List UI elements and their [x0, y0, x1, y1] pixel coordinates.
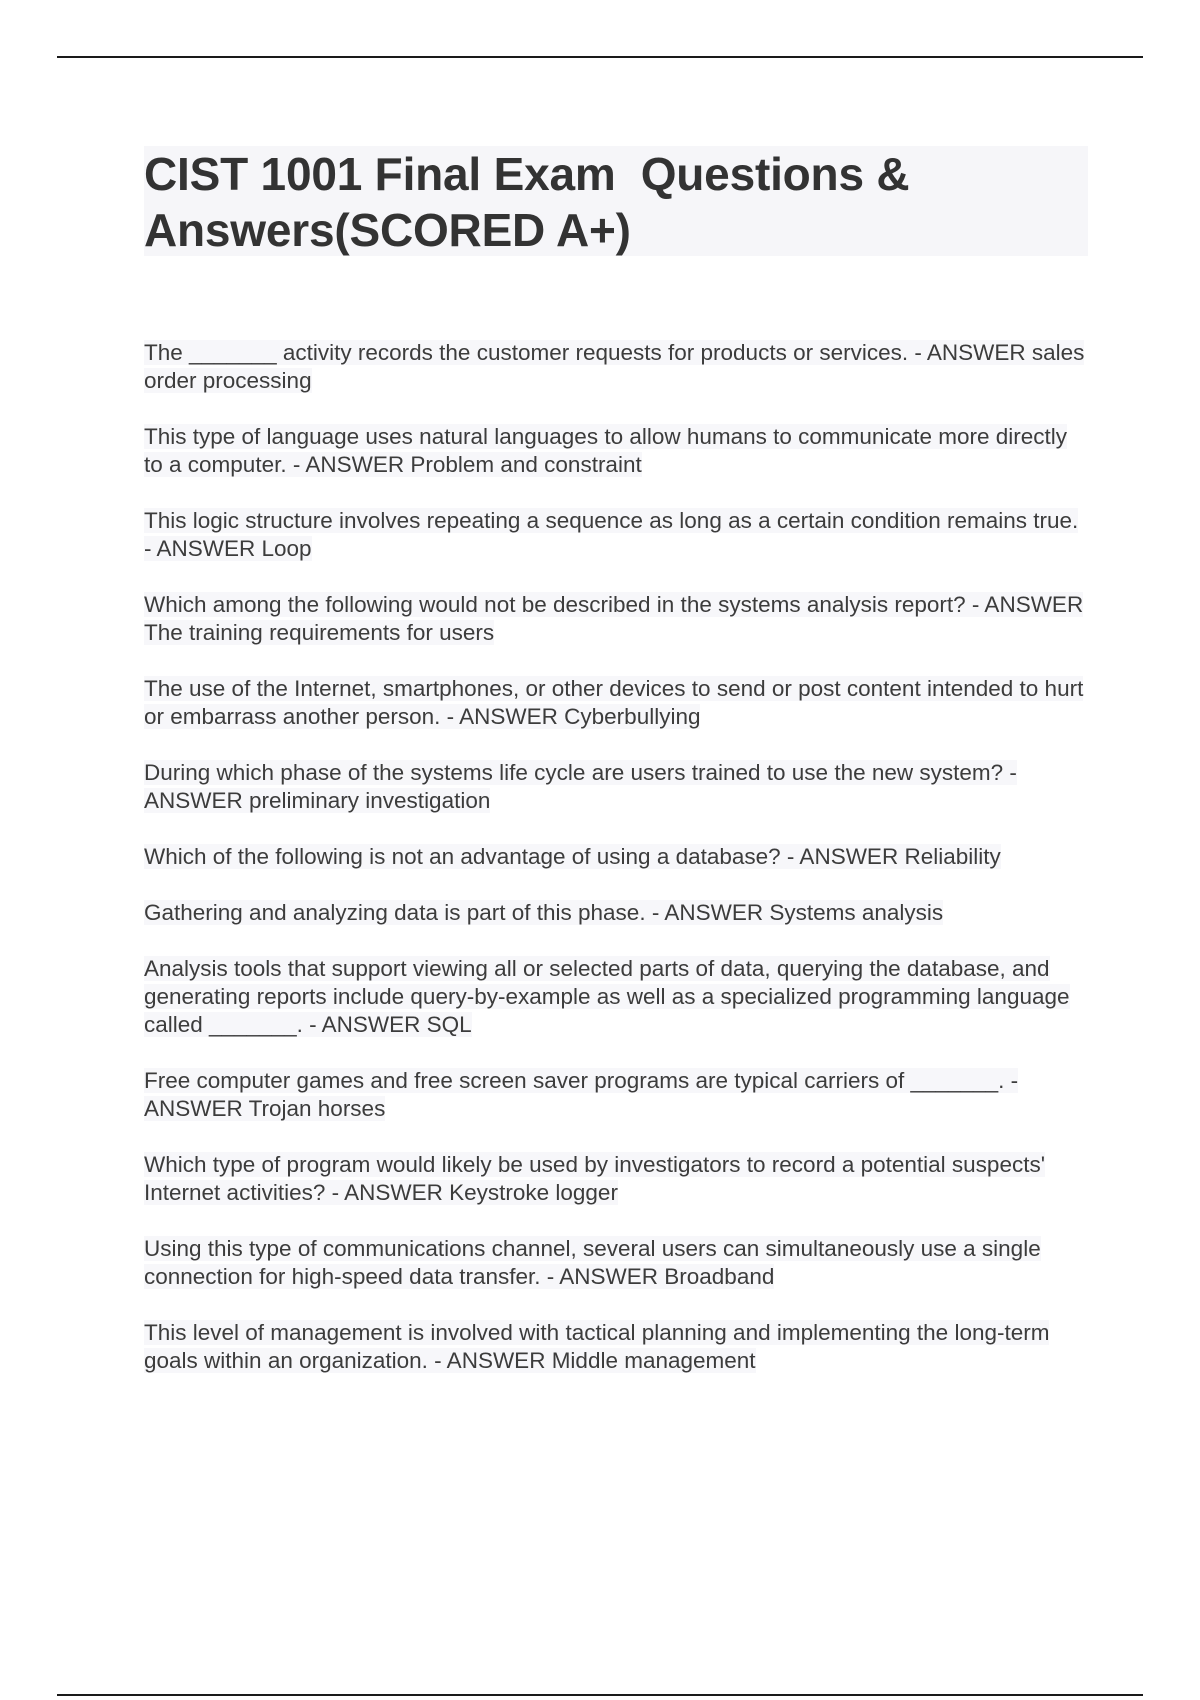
title-block — [144, 146, 1088, 256]
bottom-rule — [57, 1694, 1143, 1696]
qa-item — [144, 899, 1088, 927]
qa-item — [144, 1067, 1088, 1123]
qa-text: This type of language uses natural languages to allow humans to communicate more directly to a computer. - ANSWER Problem and constraint — [144, 424, 1068, 477]
qa-list — [144, 339, 1088, 1403]
qa-item — [144, 423, 1088, 479]
qa-item — [144, 1319, 1088, 1375]
top-rule — [57, 56, 1143, 58]
qa-text: During which phase of the systems life cycle are users trained to use the new system? - ANSWER preliminary investigation — [144, 760, 1017, 813]
qa-text: Which of the following is not an advantage of using a database? - ANSWER Reliability — [144, 844, 1001, 869]
qa-item — [144, 591, 1088, 647]
qa-item — [144, 843, 1088, 871]
qa-text: Analysis tools that support viewing all or selected parts of data, querying the database, and generating reports include query-by-example as well as a specialized programming language called _______. - ANSWER SQL — [144, 956, 1070, 1037]
qa-text: Which type of program would likely be used by investigators to record a potential suspects' Internet activities? - ANSWER Keystroke logger — [144, 1152, 1045, 1205]
qa-item — [144, 507, 1088, 563]
qa-item — [144, 1151, 1088, 1207]
qa-text: Using this type of communications channel, several users can simultaneously use a single connection for high-speed data transfer. - ANSWER Broadband — [144, 1236, 1041, 1289]
qa-item — [144, 339, 1088, 395]
qa-text: The _______ activity records the customer requests for products or services. - ANSWER sales order processing — [144, 340, 1085, 393]
qa-item — [144, 1235, 1088, 1291]
qa-text: Which among the following would not be described in the systems analysis report? - ANSWER The training requirements for users — [144, 592, 1084, 645]
document-title: CIST 1001 Final Exam Questions & Answers(SCORED A+) — [144, 148, 921, 256]
qa-item — [144, 675, 1088, 731]
qa-item — [144, 955, 1088, 1039]
qa-text: This logic structure involves repeating a sequence as long as a certain condition remains true. - ANSWER Loop — [144, 508, 1079, 561]
qa-text: Free computer games and free screen saver programs are typical carriers of _______. - ANSWER Trojan horses — [144, 1068, 1019, 1121]
qa-item — [144, 759, 1088, 815]
qa-text: Gathering and analyzing data is part of this phase. - ANSWER Systems analysis — [144, 900, 944, 925]
qa-text: This level of management is involved with tactical planning and implementing the long-term goals within an organization. - ANSWER Middle management — [144, 1320, 1050, 1373]
qa-text: The use of the Internet, smartphones, or other devices to send or post content intended to hurt or embarrass another person. - ANSWER Cyberbullying — [144, 676, 1084, 729]
